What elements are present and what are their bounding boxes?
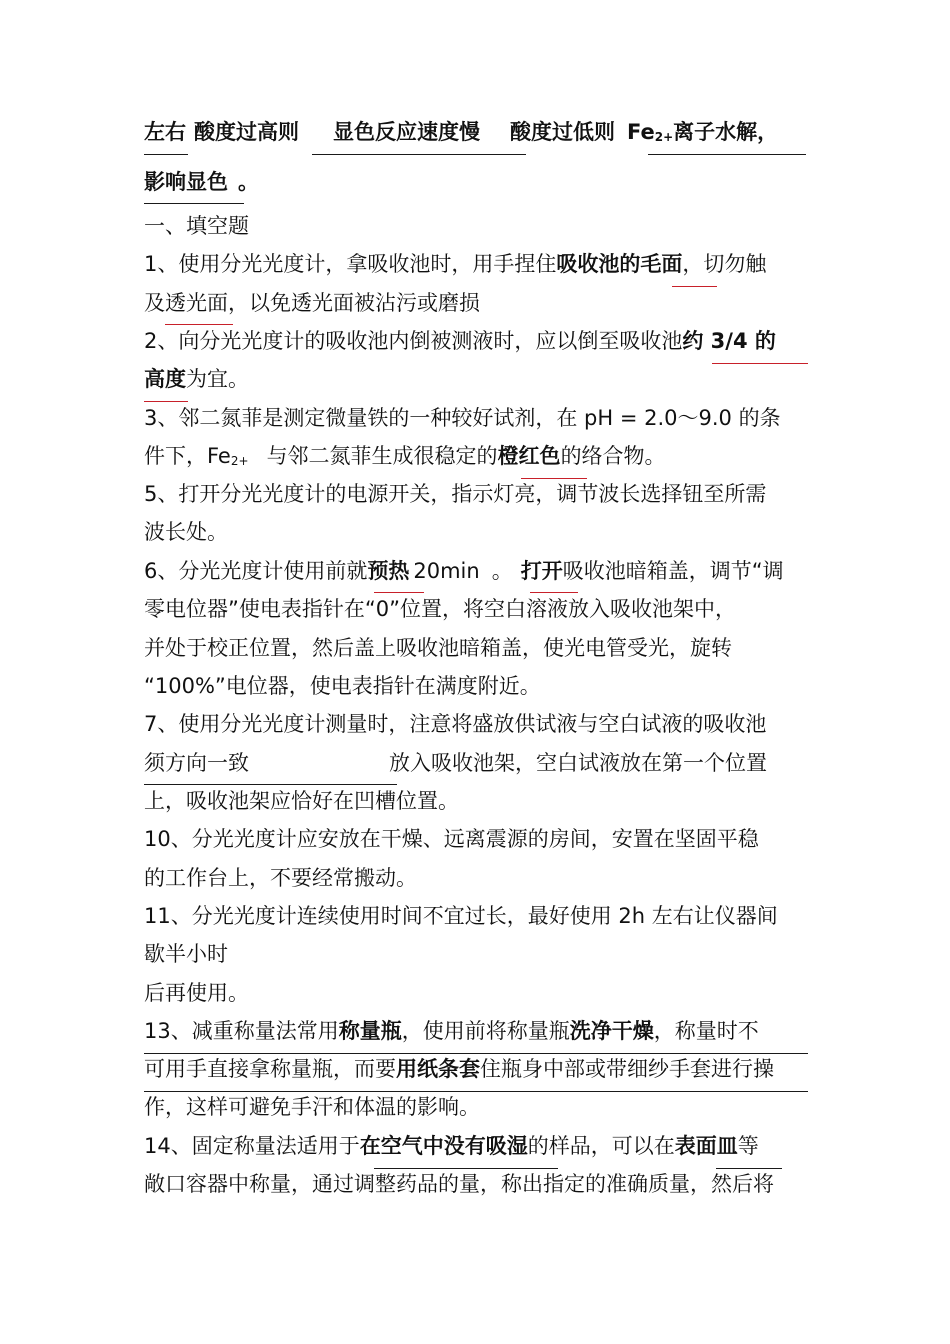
text-line bbox=[144, 442, 666, 475]
answer-text: 预热 bbox=[367, 559, 410, 583]
text-line: “100%”电位器，使电表指针在满度附近。 bbox=[144, 674, 541, 698]
text-line: 11、分光光度计连续使用时间不宜过长，最好使用 2h 左右让仪器间 bbox=[144, 904, 778, 928]
red-underline bbox=[672, 286, 717, 287]
answer-text: 洗净干燥 bbox=[569, 1019, 654, 1043]
answer-text: 用纸条套 bbox=[396, 1057, 480, 1081]
text-span: 吸收池暗箱盖，调节“调 bbox=[562, 559, 784, 583]
text-span: 件下，Fe bbox=[144, 444, 231, 468]
text-line bbox=[144, 1017, 759, 1045]
answer-text: 约 3/4 的 bbox=[682, 329, 776, 353]
red-underline bbox=[165, 324, 233, 325]
text-span: 放入吸收池架，空白试液放在第一个位置 bbox=[389, 751, 767, 775]
superscript-charge: 2+ bbox=[230, 454, 249, 468]
text-span: 等 bbox=[737, 1134, 759, 1158]
text-span: 与邻二氮菲生成很稳定的 bbox=[266, 444, 498, 468]
text-line bbox=[144, 168, 259, 196]
text-line bbox=[144, 1132, 759, 1160]
answer-text: 须方向一致 bbox=[144, 751, 249, 775]
red-underline bbox=[374, 592, 424, 593]
text-span: 的样品，可以在 bbox=[527, 1134, 675, 1158]
text-line: 5、打开分光光度计的电源开关，指示灯亮，调节波长选择钮至所需 bbox=[144, 482, 767, 506]
text-line bbox=[144, 327, 776, 355]
text-span: 酸度过低则 bbox=[510, 120, 615, 144]
answer-text: 吸收池的毛面 bbox=[556, 252, 683, 276]
text-line: 10、分光光度计应安放在干燥、远离震源的房间，安置在坚固平稳 bbox=[144, 827, 759, 851]
answer-text: 左右 bbox=[144, 120, 186, 144]
text-line bbox=[144, 557, 784, 585]
text-line bbox=[144, 749, 767, 777]
text-span: 2、向分光光度计的吸收池内倒被测液时，应以倒至吸收池 bbox=[144, 329, 683, 353]
text-line: 零电位器”使电表指针在“0”位置，将空白溶液放入吸收池架中， bbox=[144, 597, 736, 621]
answer-text: Fe bbox=[627, 120, 655, 144]
answer-text: 显色反应速度慢 bbox=[333, 120, 480, 144]
blank-underline bbox=[716, 1168, 782, 1169]
text-span: 14、固定称量法适用于 bbox=[144, 1134, 360, 1158]
text-span: 酸度过高则 bbox=[194, 120, 299, 144]
section-title: 一、填空题 bbox=[144, 214, 249, 238]
answer-text: 离子水解， bbox=[673, 120, 779, 144]
red-underline bbox=[521, 478, 587, 479]
blank-underline bbox=[312, 154, 526, 155]
text-line bbox=[144, 118, 778, 151]
blank-underline bbox=[144, 203, 244, 204]
superscript-charge: 2+ bbox=[654, 130, 674, 144]
text-span: 可用手直接拿称量瓶，而要 bbox=[144, 1057, 396, 1081]
blank-underline bbox=[144, 1091, 808, 1092]
blank-underline bbox=[144, 1053, 808, 1054]
text-line: 波长处。 bbox=[144, 520, 228, 544]
text-line: 7、使用分光光度计测量时，注意将盛放供试液与空白试液的吸收池 bbox=[144, 712, 767, 736]
text-span: ，称量时不 bbox=[653, 1019, 759, 1043]
text-span: 6、分光光度计使用前就 bbox=[144, 559, 368, 583]
red-underline bbox=[712, 363, 808, 364]
text-span: 20min bbox=[413, 559, 480, 583]
blank-underline bbox=[144, 154, 188, 155]
text-line: 后再使用。 bbox=[144, 981, 249, 1005]
red-underline bbox=[144, 401, 188, 402]
text-span: ，切勿触 bbox=[682, 252, 767, 276]
text-line: 的工作台上，不要经常搬动。 bbox=[144, 866, 417, 890]
answer-text: 高度 bbox=[144, 367, 186, 391]
answer-text: 称量瓶 bbox=[338, 1019, 402, 1043]
blank-underline bbox=[144, 784, 397, 785]
blank-underline bbox=[374, 1168, 558, 1169]
text-span: 。 bbox=[491, 559, 513, 583]
answer-text: 影响显色 bbox=[144, 170, 228, 194]
answer-text: 打开 bbox=[520, 559, 563, 583]
answer-text: 橙红色 bbox=[497, 444, 561, 468]
text-span: 的络合物。 bbox=[560, 444, 666, 468]
text-span: 住瓶身中部或带细纱手套进行操 bbox=[480, 1057, 774, 1081]
red-underline bbox=[530, 592, 578, 593]
answer-text: 表面皿 bbox=[674, 1134, 738, 1158]
text-line: 作，这样可避免手汗和体温的影响。 bbox=[144, 1095, 480, 1119]
blank-underline bbox=[648, 154, 806, 155]
text-span: 。 bbox=[238, 170, 259, 194]
text-span: 1、使用分光光度计，拿吸收池时，用手捏住 bbox=[144, 252, 557, 276]
text-line bbox=[144, 365, 249, 393]
text-span: ，使用前将称量瓶 bbox=[401, 1019, 570, 1043]
text-line: 3、邻二氮菲是测定微量铁的一种较好试剂，在 pH = 2.0～9.0 的条 bbox=[144, 406, 781, 430]
text-line: 上，吸收池架应恰好在凹槽位置。 bbox=[144, 789, 459, 813]
text-line: 歇半小时 bbox=[144, 942, 228, 966]
text-line: 敞口容器中称量，通过调整药品的量，称出指定的准确质量，然后将 bbox=[144, 1172, 774, 1196]
text-line: 及透光面，以免透光面被沾污或磨损 bbox=[144, 291, 480, 315]
text-line bbox=[144, 1055, 774, 1083]
answer-text: 在空气中没有吸湿 bbox=[359, 1134, 528, 1158]
text-line bbox=[144, 250, 766, 278]
text-span: 13、减重称量法常用 bbox=[144, 1019, 339, 1043]
text-line: 并处于校正位置，然后盖上吸收池暗箱盖，使光电管受光，旋转 bbox=[144, 636, 732, 660]
text-span: 为宜。 bbox=[186, 367, 249, 391]
